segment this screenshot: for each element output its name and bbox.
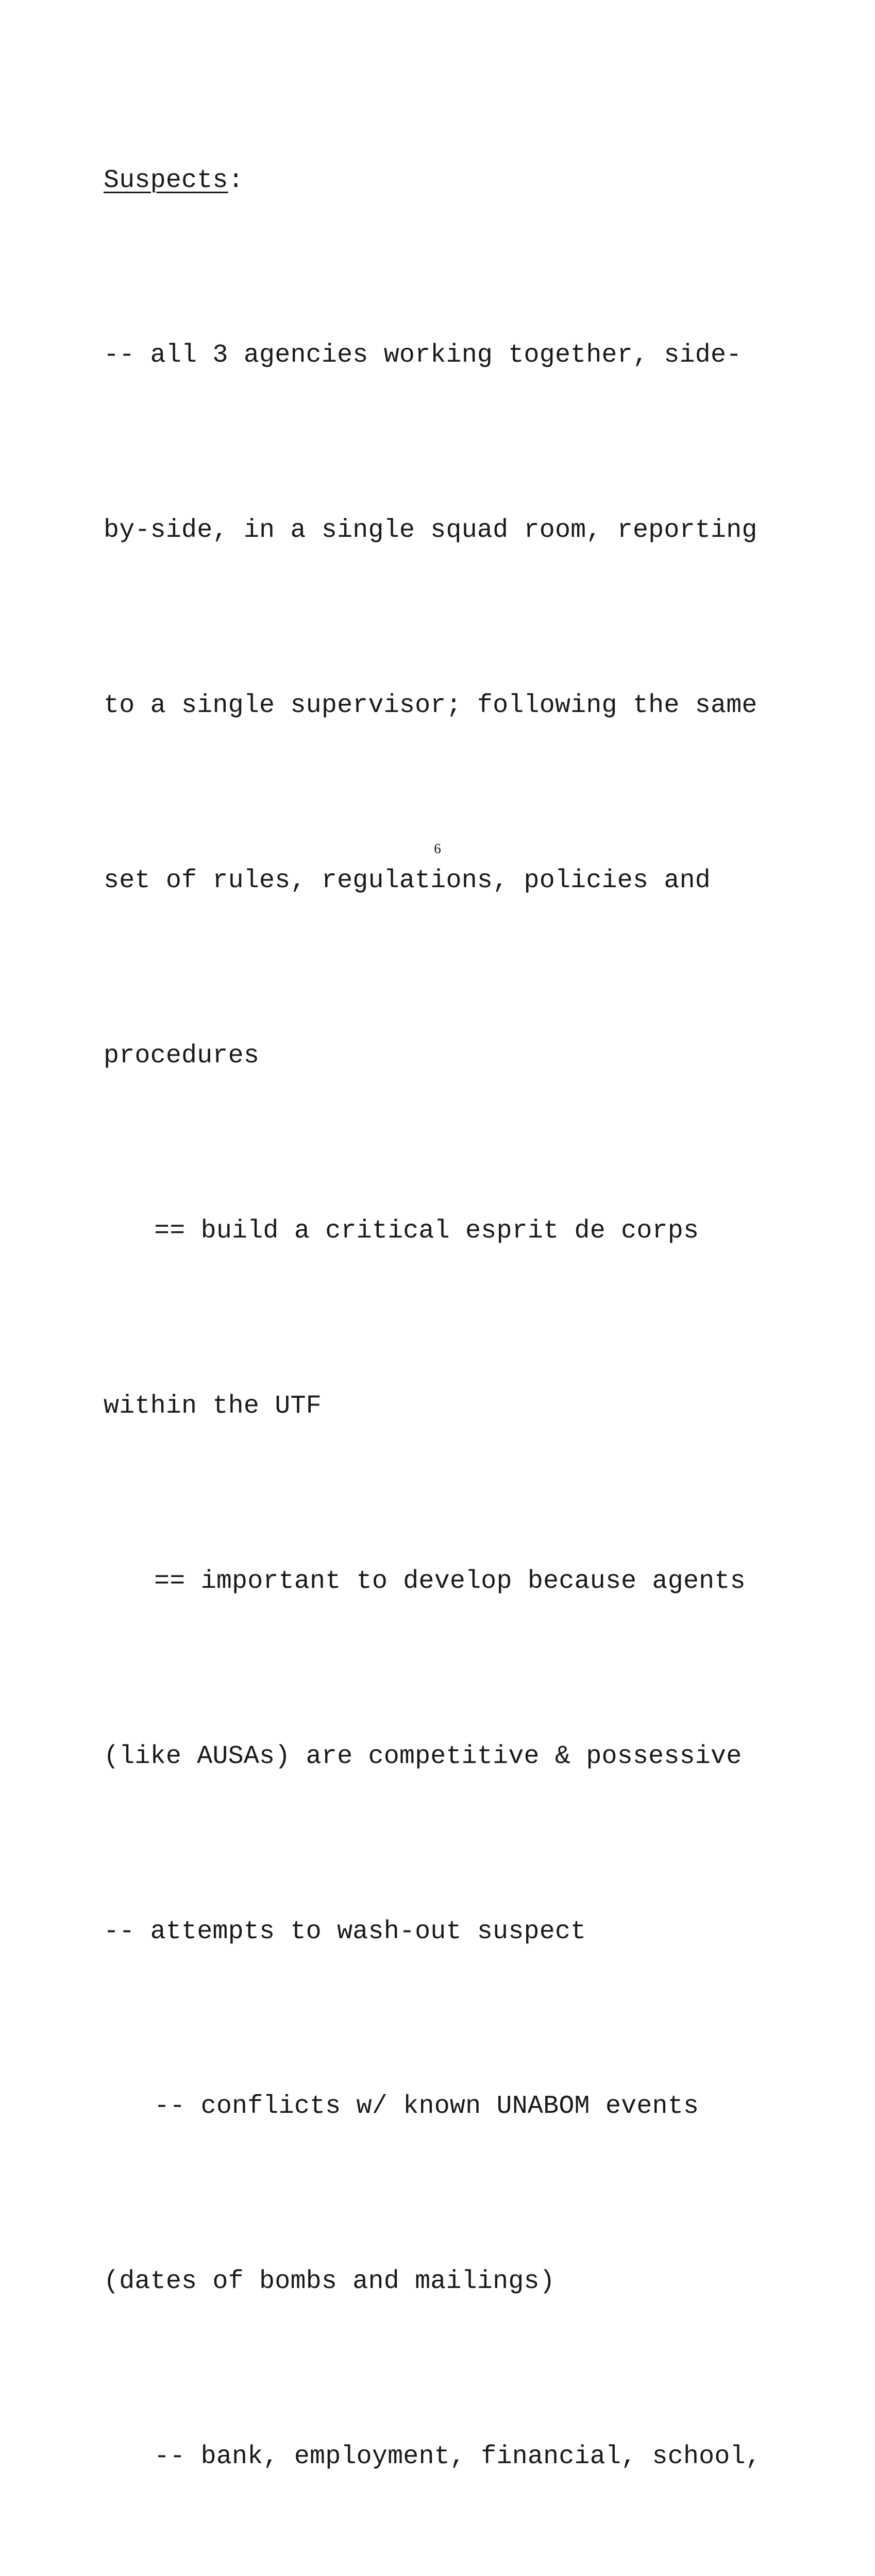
- text-line-6-indented: == build a critical esprit de corps: [154, 1216, 699, 1246]
- text-line-3: to a single supervisor; following the same: [104, 691, 758, 721]
- heading-underlined-word: Suspects: [104, 165, 228, 195]
- page-number: 6: [434, 841, 441, 856]
- text-line-8-indented: == important to develop because agents: [154, 1566, 746, 1596]
- text-line-11-indented: -- conflicts w/ known UNABOM events: [154, 2092, 699, 2122]
- text-line-9: (like AUSAs) are competitive & possessive: [104, 1741, 742, 1771]
- document-body: [104, 35, 794, 2576]
- text-line-1: -- all 3 agencies working together, side-: [104, 341, 742, 370]
- text-line-10: -- attempts to wash-out suspect: [104, 1917, 586, 1946]
- text-line-13-indented: -- bank, employment, financial, school,: [154, 2442, 761, 2472]
- text-line-12: (dates of bombs and mailings): [104, 2267, 555, 2297]
- section-heading: [104, 151, 794, 210]
- heading-colon: :: [228, 165, 244, 195]
- text-line-5: procedures: [104, 1041, 260, 1071]
- text-line-2: by-side, in a single squad room, reporting: [104, 516, 758, 546]
- text-line-4: set of rules, regulations, policies and: [104, 866, 711, 896]
- text-line-7: within the UTF: [104, 1391, 322, 1421]
